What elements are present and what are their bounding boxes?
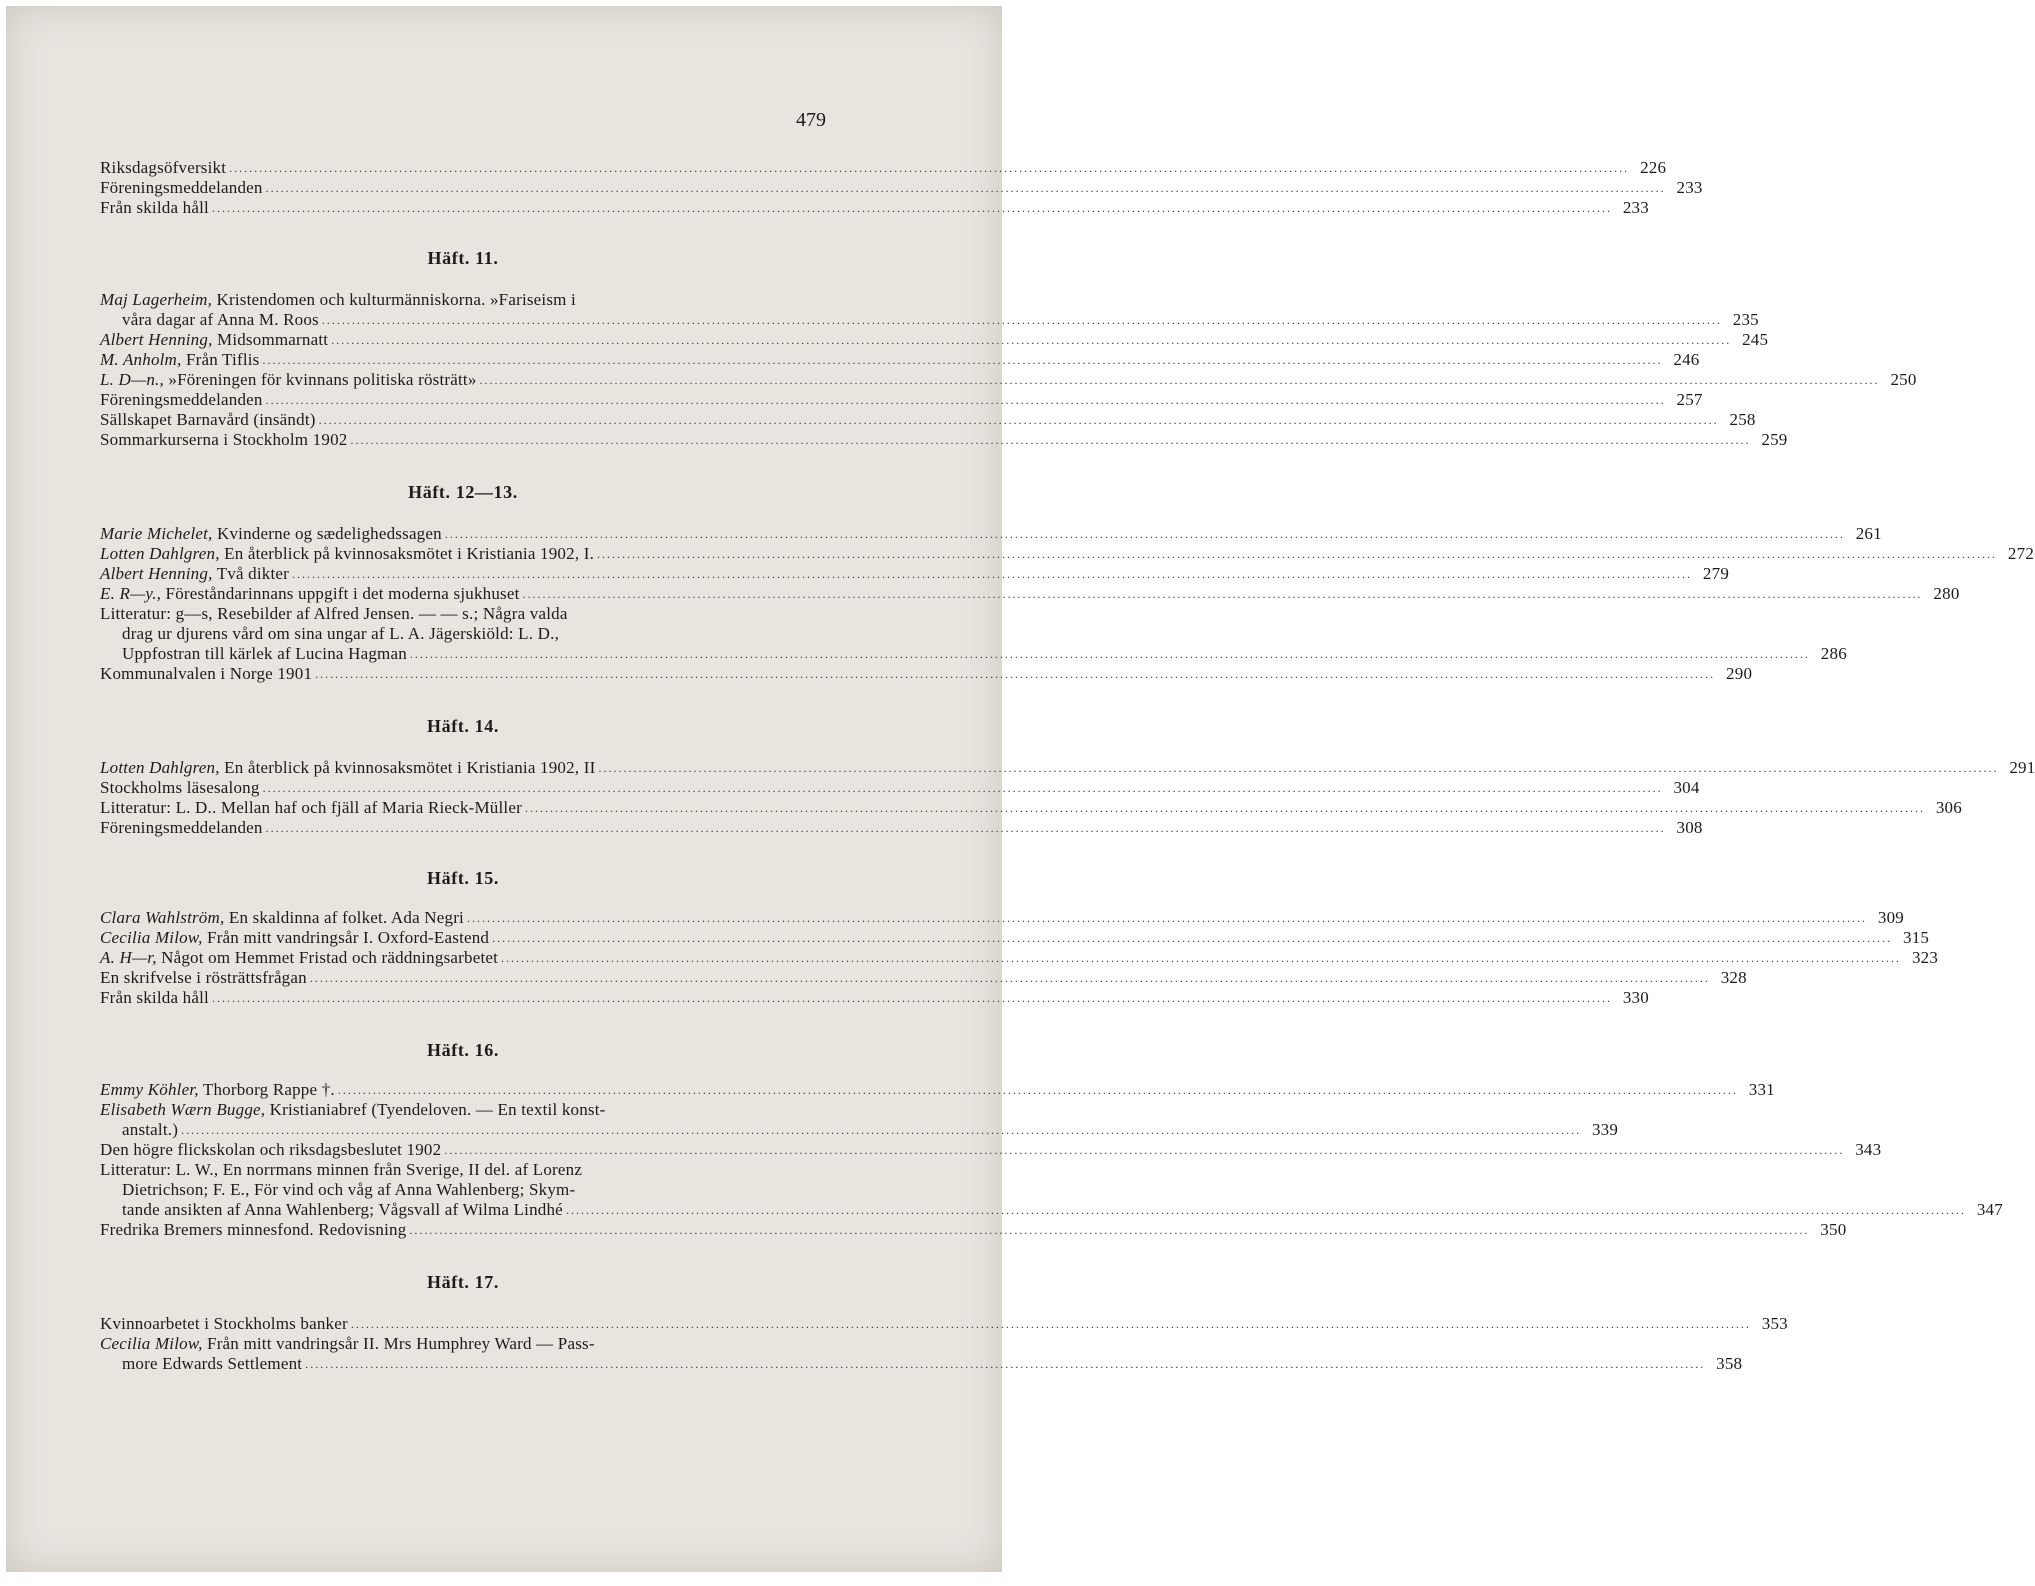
section-haft-11 xyxy=(100,290,1917,450)
toc-entry: drag ur djurens vård om sina ungar af L. A. Jägerskiöld: L. D., xyxy=(122,624,560,643)
toc-entry: Marie Michelet, Kvinderne og sædelighedssagen ..... 261 xyxy=(100,524,826,544)
toc-entry: Kvinnoarbetet i Stockholms banker ..... 353 xyxy=(100,1314,826,1334)
toc-entry: Sommarkurserna i Stockholm 1902 ..... 259 xyxy=(100,430,826,450)
toc-entry: Uppfostran till kärlek af Lucina Hagman ..... 286 xyxy=(100,644,826,664)
toc-entry: Emmy Köhler, Thorborg Rappe †. ..... 331 xyxy=(100,1080,826,1100)
toc-entry: Riksdagsöfversikt ..... 226 xyxy=(100,158,826,178)
toc-entry: Albert Henning, Två dikter ..... 279 xyxy=(100,564,826,584)
section-haft-12-13 xyxy=(100,524,2035,684)
toc-entry: Clara Wahlström, En skaldinna af folket. Ada Negri ..... 309 xyxy=(100,908,826,928)
toc-entry: Litteratur: L. W., En norrmans minnen från Sverige, II del. af Lorenz xyxy=(100,1160,583,1179)
toc-entry: tande ansikten af Anna Wahlenberg; Vågsvall af Wilma Lindhé ..... 347 xyxy=(100,1200,826,1220)
toc-entry: L. D—n., »Föreningen för kvinnans politiska rösträtt» ..... 250 xyxy=(100,370,826,390)
toc-entry: Cecilia Milow, Från mitt vandringsår II. Mrs Humphrey Ward — Pass- xyxy=(100,1334,595,1353)
toc-entry: Dietrichson; F. E., För vind och våg af Anna Wahlenberg; Skym- xyxy=(122,1180,576,1199)
toc-entry: A. H—r, Något om Hemmet Fristad och räddningsarbetet ..... 323 xyxy=(100,948,826,968)
toc-entry: Den högre flickskolan och riksdagsbeslutet 1902 ..... 343 xyxy=(100,1140,826,1160)
section-heading: Häft. 12—13. xyxy=(408,482,518,502)
section-heading: Häft. 15. xyxy=(427,868,499,888)
toc-entry: En skrifvelse i rösträttsfrågan ..... 328 xyxy=(100,968,826,988)
top-entries xyxy=(100,158,1703,218)
section-haft-16 xyxy=(100,1080,2003,1240)
toc-entry: Maj Lagerheim, Kristendomen och kulturmänniskorna. »Fariseism i xyxy=(100,290,576,309)
toc-entry: Kommunalvalen i Norge 1901 ..... 290 xyxy=(100,664,826,684)
toc-entry: anstalt.) ..... 339 xyxy=(100,1120,826,1140)
section-heading: Häft. 14. xyxy=(427,716,499,736)
toc-entry: Litteratur: g—s, Resebilder af Alfred Jensen. — — s.; Några valda xyxy=(100,604,568,623)
toc-entry: Litteratur: L. D.. Mellan haf och fjäll af Maria Rieck-Müller ..... 306 xyxy=(100,798,826,818)
toc-entry: Cecilia Milow, Från mitt vandringsår I. Oxford-Eastend ..... 315 xyxy=(100,928,826,948)
toc-entry: Lotten Dahlgren, En återblick på kvinnosaksmötet i Kristiania 1902, II ..... 291 xyxy=(100,758,826,778)
section-haft-15 xyxy=(100,908,1939,1008)
page-number: 479 xyxy=(796,109,826,131)
section-haft-14 xyxy=(100,758,2035,838)
toc-entry: Från skilda håll ..... 233 xyxy=(100,198,826,218)
toc-entry: Föreningsmeddelanden ..... 233 xyxy=(100,178,826,198)
section-heading: Häft. 16. xyxy=(427,1040,499,1060)
toc-entry: Sällskapet Barnavård (insändt) ..... 258 xyxy=(100,410,826,430)
toc-entry: Albert Henning, Midsommarnatt ..... 245 xyxy=(100,330,826,350)
toc-entry: Fredrika Bremers minnesfond. Redovisning ..... 350 xyxy=(100,1220,826,1240)
toc-entry: våra dagar af Anna M. Roos ..... 235 xyxy=(100,310,826,330)
section-heading: Häft. 17. xyxy=(427,1272,499,1292)
toc-entry: M. Anholm, Från Tiflis ..... 246 xyxy=(100,350,826,370)
toc-entry: Föreningsmeddelanden ..... 308 xyxy=(100,818,826,838)
toc-entry: more Edwards Settlement ..... 358 xyxy=(100,1354,826,1374)
toc-entry: Från skilda håll ..... 330 xyxy=(100,988,826,1008)
toc-entry: E. R—y., Föreståndarinnans uppgift i det moderna sjukhuset ..... 280 xyxy=(100,584,826,604)
toc-entry: Stockholms läsesalong ..... 304 xyxy=(100,778,826,798)
section-haft-17 xyxy=(100,1314,1788,1374)
section-heading: Häft. 11. xyxy=(427,248,499,268)
toc-entry: Elisabeth Wærn Bugge, Kristianiabref (Tyendeloven. — En textil konst- xyxy=(100,1100,606,1119)
toc-entry: Föreningsmeddelanden ..... 257 xyxy=(100,390,826,410)
toc-entry: Lotten Dahlgren, En återblick på kvinnosaksmötet i Kristiania 1902, I. ..... 272 xyxy=(100,544,826,564)
